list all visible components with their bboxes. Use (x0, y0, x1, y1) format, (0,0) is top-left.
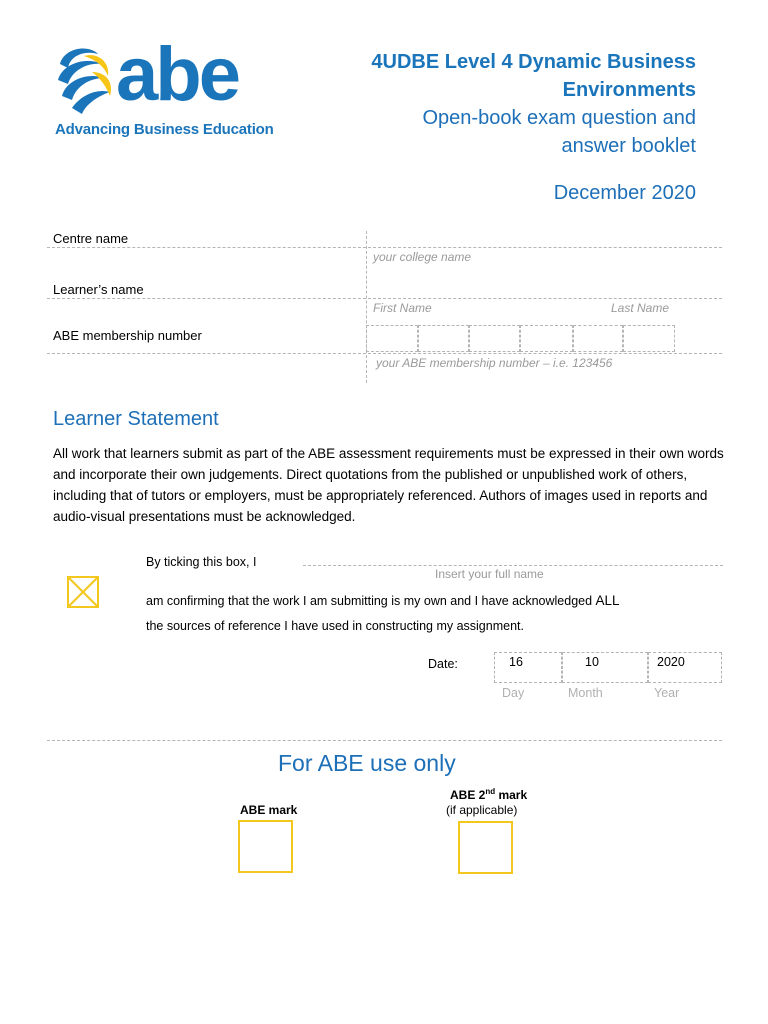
exam-title-line1: 4UDBE Level 4 Dynamic Business (371, 51, 696, 73)
exam-date: December 2020 (553, 182, 696, 204)
booklet-subtitle-line1: Open-book exam question and (422, 107, 696, 129)
abe-mark-label: ABE mark (240, 803, 298, 817)
abe-use-heading: For ABE use only (278, 750, 456, 776)
membership-hint: your ABE membership number – i.e. 123456 (376, 356, 613, 370)
row-divider (47, 247, 722, 248)
section-separator (47, 740, 722, 741)
second-mark-note: (if applicable) (446, 803, 518, 817)
month-hint: Month (568, 686, 603, 700)
tick-statement-line1: By ticking this box, I (146, 555, 257, 569)
membership-digit-box[interactable] (418, 325, 469, 352)
learner-name-label: Learner’s name (53, 282, 144, 297)
second-mark-box[interactable] (458, 821, 513, 874)
learner-statement-text: All work that learners submit as part of the ABE assessment requirements must be expressed in their own words and incorporate their own judgements. Direct quotations from the published or unpublished work of others, including that of tutors or employers, must be appropriately referenced. Authors of images used in reports and audio-visual presentations must be acknowledged. (53, 446, 724, 524)
tick-statement-text: am confirming that the work I am submitting is my own and I have acknowledged (146, 594, 593, 608)
tick-statement-emphasis: ALL (595, 593, 620, 608)
date-day-field[interactable]: 16 (494, 652, 562, 683)
centre-name-label: Centre name (53, 231, 129, 246)
logo-swirl-icon (58, 49, 111, 114)
tick-statement-line2 (146, 593, 620, 608)
form-divider (366, 231, 367, 383)
full-name-hint: Insert your full name (435, 567, 544, 581)
last-name-field[interactable]: Last Name (611, 301, 670, 315)
tick-statement-line3: the sources of reference I have used in constructing my assignment. (146, 619, 524, 633)
row-divider (47, 298, 722, 299)
membership-digit-box[interactable] (573, 325, 623, 352)
second-mark-sup: nd (485, 787, 496, 796)
date-month-field[interactable]: 10 (562, 652, 648, 683)
second-mark-suffix: mark (495, 788, 528, 802)
membership-digit-box[interactable] (469, 325, 520, 352)
membership-label: ABE membership number (53, 328, 202, 343)
logo-tagline: Advancing Business Education (55, 121, 274, 138)
membership-digit-box[interactable] (623, 325, 675, 352)
date-label: Date: (428, 657, 458, 671)
booklet-subtitle-line2: answer booklet (561, 135, 696, 157)
membership-digit-box[interactable] (520, 325, 573, 352)
row-divider (47, 353, 722, 354)
first-name-field[interactable]: First Name (373, 301, 432, 315)
second-mark-label (450, 787, 527, 802)
abe-mark-box[interactable] (238, 820, 293, 873)
logo-wordmark: abe (116, 32, 238, 117)
learner-statement-heading: Learner Statement (53, 408, 219, 430)
membership-digit-box[interactable] (366, 325, 418, 352)
centre-name-field[interactable]: your college name (373, 250, 472, 264)
exam-title-line2: Environments (562, 79, 696, 101)
day-hint: Day (502, 686, 525, 700)
date-year-field[interactable]: 2020 (648, 652, 722, 683)
second-mark-text: ABE 2 (450, 788, 486, 802)
confirm-checkbox[interactable] (67, 576, 99, 608)
full-name-line[interactable] (303, 565, 723, 566)
year-hint: Year (654, 686, 680, 700)
